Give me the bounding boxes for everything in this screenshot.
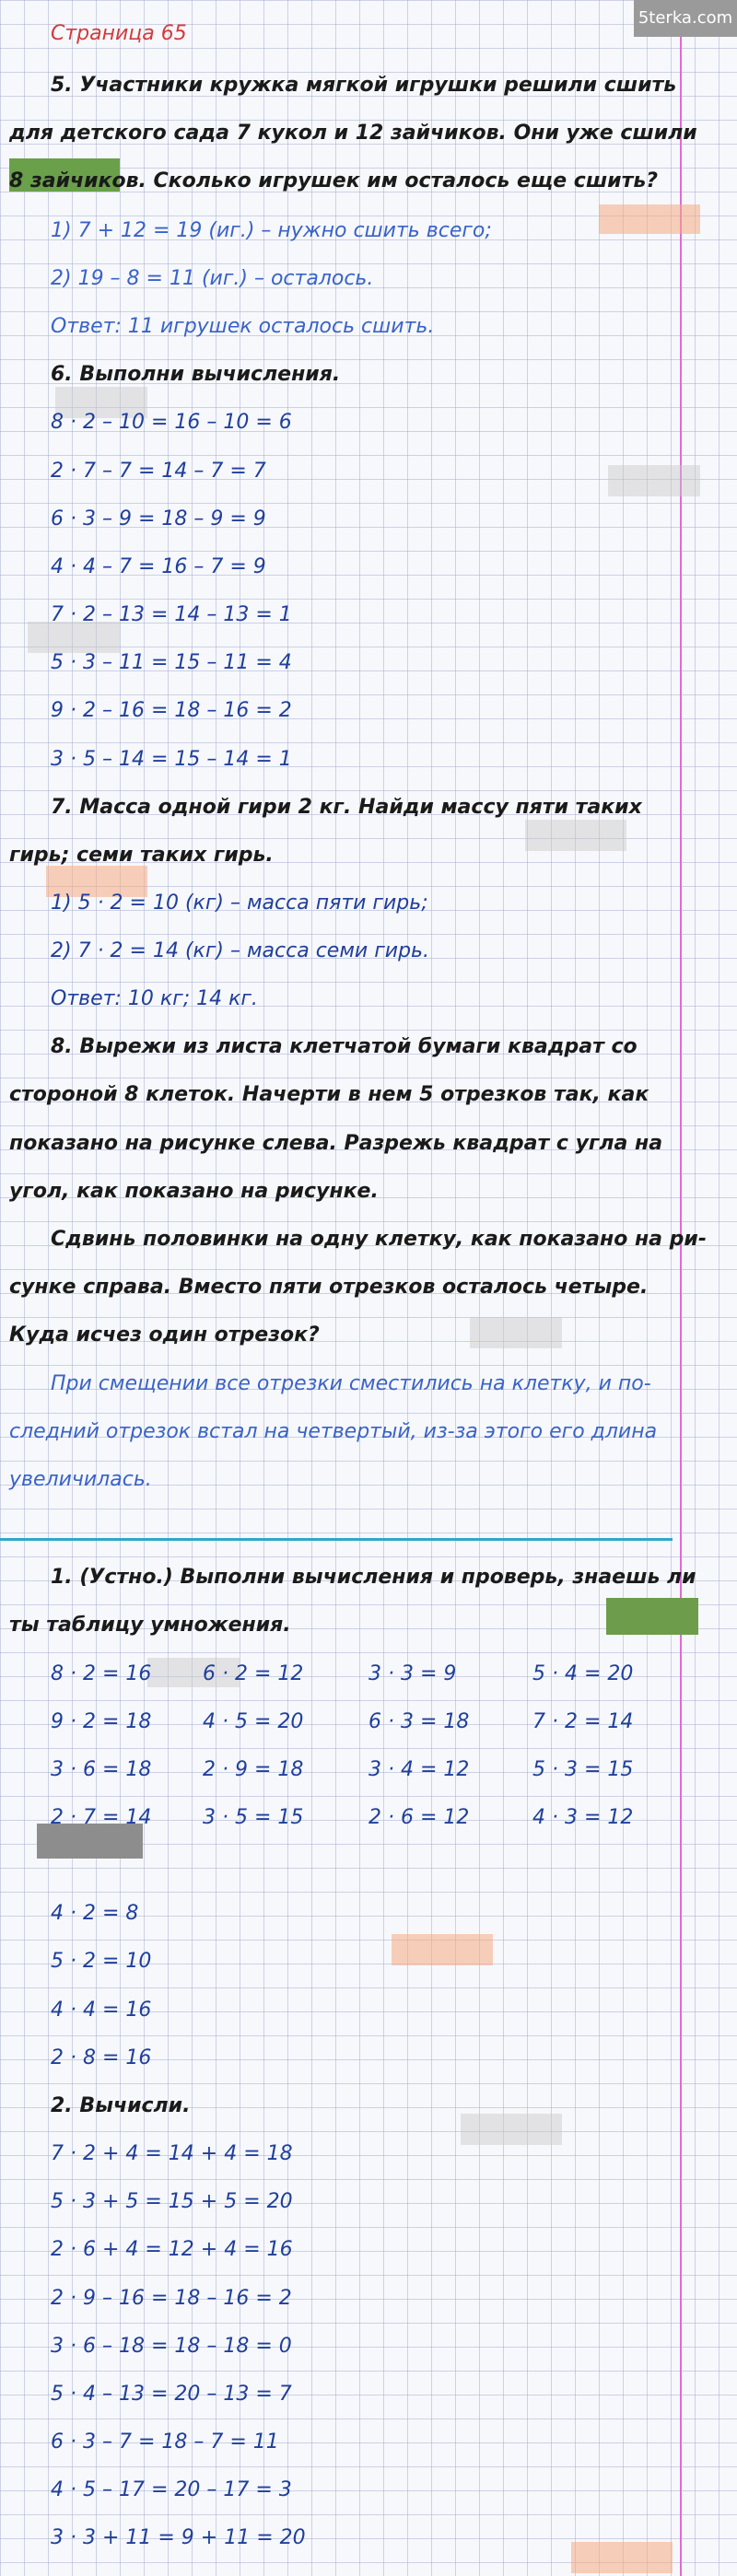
- p2-row: 5 · 4 – 13 = 20 – 13 = 7: [51, 2383, 292, 2406]
- p1-line1: 1. (Устно.) Выполни вычисления и проверь, знаешь ли: [51, 1566, 696, 1589]
- p1-line2: ты таблицу умножения.: [9, 1614, 291, 1637]
- task8-line2: стороной 8 клеток. Начерти в нем 5 отрезков так, как: [9, 1083, 649, 1106]
- page-header: Страница 65: [51, 22, 187, 45]
- task8-line1: 8. Вырежи из листа клетчатой бумаги квадрат со: [51, 1035, 638, 1058]
- task5-answer2: 2) 19 – 8 = 11 (иг.) – осталось.: [51, 267, 374, 290]
- p1-extra: 4 · 2 = 8: [51, 1902, 139, 1925]
- p1-grid-cell: 8 · 2 = 16: [51, 1662, 152, 1685]
- p1-grid-cell: 3 · 4 = 12: [368, 1758, 470, 1781]
- p2-row: 5 · 3 + 5 = 15 + 5 = 20: [51, 2190, 293, 2213]
- task8-line3: показано на рисунке слева. Разрежь квадрат с угла на: [9, 1132, 663, 1155]
- task7-line2: гирь; семи таких гирь.: [9, 844, 274, 867]
- p1-grid-cell: 4 · 3 = 12: [532, 1806, 634, 1829]
- task7-answer: Ответ: 10 кг; 14 кг.: [51, 987, 258, 1010]
- p1-grid-cell: 5 · 3 = 15: [532, 1758, 634, 1781]
- task8-line4: угол, как показано на рисунке.: [9, 1180, 379, 1203]
- task6-row: 6 · 3 – 9 = 18 – 9 = 9: [51, 507, 266, 530]
- task8-line6: сунке справа. Вместо пяти отрезков осталось четыре.: [9, 1276, 649, 1299]
- watermark-patch: [606, 1598, 698, 1635]
- watermark-patch: [571, 2542, 673, 2573]
- task8-line5: Сдвинь половинки на одну клетку, как показано на ри-: [51, 1228, 707, 1251]
- p1-grid-cell: 5 · 4 = 20: [532, 1662, 634, 1685]
- task8-answer3: увеличилась.: [9, 1468, 152, 1491]
- watermark-patch: [608, 465, 700, 496]
- task6-row: 3 · 5 – 14 = 15 – 14 = 1: [51, 748, 292, 771]
- watermark-corner: 5terka.com: [634, 0, 737, 37]
- task6-row: 5 · 3 – 11 = 15 – 11 = 4: [51, 651, 292, 674]
- p1-grid-cell: 3 · 3 = 9: [368, 1662, 457, 1685]
- margin-line: [680, 0, 682, 2576]
- task5-line1: 5. Участники кружка мягкой игрушки решили сшить: [51, 74, 677, 97]
- p1-grid-cell: 2 · 7 = 14: [51, 1806, 152, 1829]
- p2-row: 3 · 3 + 11 = 9 + 11 = 20: [51, 2526, 306, 2549]
- p2-row: 2 · 9 – 16 = 18 – 16 = 2: [51, 2287, 292, 2310]
- task6-row: 2 · 7 – 7 = 14 – 7 = 7: [51, 460, 266, 483]
- task8-answer1: При смещении все отрезки сместились на клетку, и по-: [51, 1372, 651, 1395]
- p1-extra: 2 · 8 = 16: [51, 2046, 152, 2069]
- task6-row: 4 · 4 – 7 = 16 – 7 = 9: [51, 555, 266, 578]
- p1-grid-cell: 3 · 6 = 18: [51, 1758, 152, 1781]
- p1-grid-cell: 6 · 3 = 18: [368, 1710, 470, 1733]
- p2-row: 6 · 3 – 7 = 18 – 7 = 11: [51, 2430, 279, 2454]
- task5-answer: Ответ: 11 игрушек осталось сшить.: [51, 315, 435, 338]
- p1-extra: 4 · 4 = 16: [51, 1999, 152, 2022]
- p1-grid-cell: 4 · 5 = 20: [203, 1710, 304, 1733]
- p2-row: 2 · 6 + 4 = 12 + 4 = 16: [51, 2238, 293, 2261]
- task5-line3: 8 зайчиков. Сколько игрушек им осталось еще сшить?: [9, 169, 659, 192]
- watermark-patch: [392, 1934, 493, 1965]
- task8-answer2: следний отрезок встал на четвертый, из-за этого его длина: [9, 1420, 658, 1443]
- p1-grid-cell: 2 · 9 = 18: [203, 1758, 304, 1781]
- watermark-patch: [470, 1317, 562, 1348]
- p1-grid-cell: 6 · 2 = 12: [203, 1662, 304, 1685]
- p1-grid-cell: 3 · 5 = 15: [203, 1806, 304, 1829]
- task5-answer1: 1) 7 + 12 = 19 (иг.) – нужно сшить всего;: [51, 219, 492, 242]
- task8-line7: Куда исчез один отрезок?: [9, 1323, 320, 1346]
- p2-title: 2. Вычисли.: [51, 2094, 191, 2117]
- p1-extra: 5 · 2 = 10: [51, 1950, 152, 1973]
- task5-line2: для детского сада 7 кукол и 12 зайчиков. Они уже сшили: [9, 122, 697, 145]
- p1-grid-cell: 7 · 2 = 14: [532, 1710, 634, 1733]
- task6-title: 6. Выполни вычисления.: [51, 363, 341, 386]
- p2-row: 7 · 2 + 4 = 14 + 4 = 18: [51, 2142, 293, 2165]
- task7-answer1: 1) 5 · 2 = 10 (кг) – масса пяти гирь;: [51, 892, 428, 915]
- task6-row: 7 · 2 – 13 = 14 – 13 = 1: [51, 603, 292, 626]
- watermark-patch: [525, 820, 626, 851]
- watermark-patch: [461, 2114, 562, 2145]
- section-divider: [0, 1538, 673, 1541]
- p1-grid-cell: 9 · 2 = 18: [51, 1710, 152, 1733]
- task6-row: 8 · 2 – 10 = 16 – 10 = 6: [51, 411, 292, 434]
- task7-answer2: 2) 7 · 2 = 14 (кг) – масса семи гирь.: [51, 939, 429, 962]
- task7-line1: 7. Масса одной гири 2 кг. Найди массу пяти таких: [51, 796, 642, 819]
- task6-row: 9 · 2 – 16 = 18 – 16 = 2: [51, 699, 292, 722]
- p2-row: 4 · 5 – 17 = 20 – 17 = 3: [51, 2478, 292, 2501]
- p1-grid-cell: 2 · 6 = 12: [368, 1806, 470, 1829]
- p2-row: 3 · 6 – 18 = 18 – 18 = 0: [51, 2335, 292, 2358]
- watermark-patch: [599, 204, 700, 234]
